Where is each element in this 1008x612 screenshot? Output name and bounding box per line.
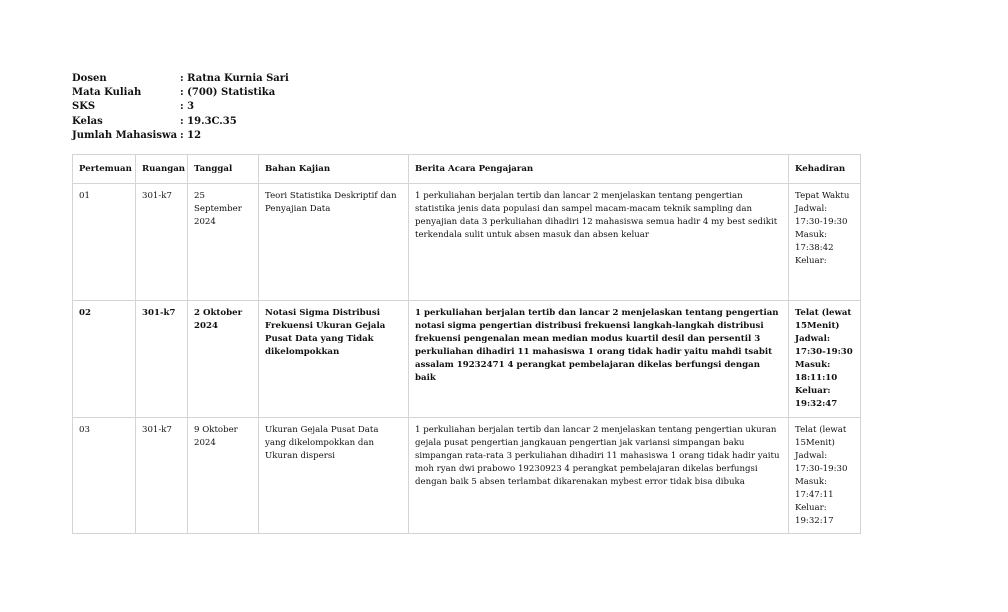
kehadiran-keluar: Keluar: bbox=[795, 256, 827, 266]
info-label: Dosen bbox=[72, 73, 107, 84]
cell-pertemuan: 01 bbox=[73, 184, 136, 301]
col-header-tanggal: Tanggal bbox=[188, 155, 259, 184]
info-row-mata-kuliah bbox=[72, 86, 289, 100]
cell-bahan-kajian: Teori Statistika Deskriptif dan Penyajian Data bbox=[259, 184, 409, 301]
cell-pertemuan: 03 bbox=[73, 418, 136, 534]
info-value: : (700) Statistika bbox=[180, 87, 276, 99]
info-row-sks bbox=[72, 100, 289, 114]
col-header-bahan-kajian: Bahan Kajian bbox=[259, 155, 409, 184]
table-header-row bbox=[73, 155, 861, 184]
cell-pertemuan: 02 bbox=[73, 301, 136, 418]
info-value: : Ratna Kurnia Sari bbox=[180, 73, 289, 84]
cell-bahan-kajian: Notasi Sigma Distribusi Frekuensi Ukuran Gejala Pusat Data yang Tidak dikelompokkan bbox=[259, 301, 409, 418]
kehadiran-masuk: Masuk: 18:11:10 bbox=[795, 360, 838, 383]
cell-kehadiran bbox=[789, 418, 861, 534]
info-label: Jumlah Mahasiswa bbox=[72, 129, 178, 141]
kehadiran-keluar: Keluar: 19:32:17 bbox=[795, 503, 834, 526]
cell-berita-acara: 1 perkuliahan berjalan tertib dan lancar 2 menjelaskan tentang pengertian statistika jenis data populasi dan sampel macam-macam teknik sampling dan penyajian data 3 perkuliahan dihadiri 12 mahasiswa semua hadir 4 my best sedikit terkendala sulit untuk absen masuk dan absen keluar bbox=[409, 184, 789, 301]
kehadiran-jadwal: Jadwal: 17:30-19:30 bbox=[795, 451, 848, 474]
kehadiran-jadwal: Jadwal: 17:30-19:30 bbox=[795, 204, 848, 227]
cell-ruangan: 301-k7 bbox=[136, 184, 188, 301]
kehadiran-masuk: Masuk: 17:47:11 bbox=[795, 477, 834, 500]
col-header-ruangan: Ruangan bbox=[136, 155, 188, 184]
info-label: Mata Kuliah bbox=[72, 87, 142, 99]
table-row bbox=[73, 418, 861, 534]
info-row-jumlah-mahasiswa bbox=[72, 129, 289, 143]
info-label: Kelas bbox=[72, 115, 103, 127]
kehadiran-keluar: Keluar: 19:32:47 bbox=[795, 386, 838, 409]
info-value: : 12 bbox=[180, 129, 202, 141]
kehadiran-status: Tepat Waktu bbox=[795, 191, 850, 201]
table-row bbox=[73, 184, 861, 301]
cell-berita-acara: 1 perkuliahan berjalan tertib dan lancar 2 menjelaskan tentang pengertian ukuran gejala pusat pengertian jangkauan pengertian jak variansi simpangan baku simpangan rata-rata 3 perkuliahan dihadiri 11 mahasiswa 1 orang tidak hadir yaitu moh ryan dwi prabowo 19230923 4 perangkat pembelajaran dikelas berfungsi dengan baik 5 absen terlambat dikarenakan mybest error tidak bisa dibuka bbox=[409, 418, 789, 534]
cell-bahan-kajian: Ukuran Gejala Pusat Data yang dikelompokkan dan Ukuran dispersi bbox=[259, 418, 409, 534]
kehadiran-status: Telat (lewat 15Menit) bbox=[795, 425, 847, 448]
cell-kehadiran bbox=[789, 301, 861, 418]
col-header-pertemuan: Pertemuan bbox=[73, 155, 136, 184]
cell-tanggal: 25 September 2024 bbox=[188, 184, 259, 301]
info-row-dosen bbox=[72, 72, 289, 86]
cell-berita-acara: 1 perkuliahan berjalan tertib dan lancar 2 menjelaskan tentang pengertian notasi sigma pengertian distribusi frekuensi langkah-langkah distribusi frekuensi pengenalan mean median modus kuartil desil dan persentil 3 perkuliahan dihadiri 11 mahasiswa 1 orang tidak hadir yaitu mahdi tsabit assalam 19232471 4 perangkat pembelajaran dikelas berfungsi dengan baik bbox=[409, 301, 789, 418]
col-header-berita-acara: Berita Acara Pengajaran bbox=[409, 155, 789, 184]
kehadiran-status: Telat (lewat 15Menit) bbox=[795, 308, 852, 331]
cell-ruangan: 301-k7 bbox=[136, 301, 188, 418]
info-value: : 19.3C.35 bbox=[180, 115, 237, 127]
kehadiran-masuk: Masuk: 17:38:42 bbox=[795, 230, 834, 253]
info-value: : 3 bbox=[180, 101, 195, 113]
info-row-kelas bbox=[72, 115, 289, 129]
info-label: SKS bbox=[72, 101, 96, 113]
col-header-kehadiran: Kehadiran bbox=[789, 155, 861, 184]
kehadiran-jadwal: Jadwal: 17:30-19:30 bbox=[795, 334, 853, 357]
cell-tanggal: 9 Oktober 2024 bbox=[188, 418, 259, 534]
course-info bbox=[72, 72, 289, 143]
cell-kehadiran bbox=[789, 184, 861, 301]
cell-tanggal: 2 Oktober 2024 bbox=[188, 301, 259, 418]
cell-ruangan: 301-k7 bbox=[136, 418, 188, 534]
table-row bbox=[73, 301, 861, 418]
attendance-table bbox=[72, 154, 861, 534]
